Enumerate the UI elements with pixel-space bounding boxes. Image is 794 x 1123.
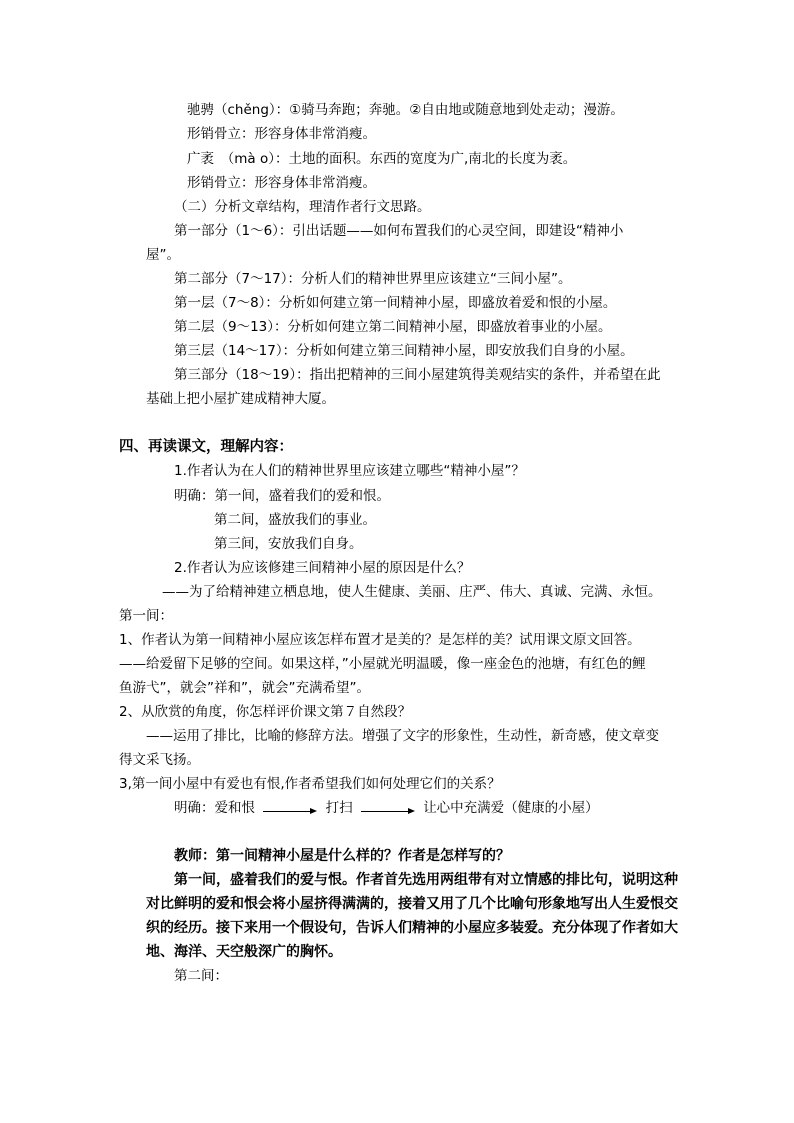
section4-heading: 四、再读课文，理解内容：: [119, 438, 293, 455]
sub-answer-1-line2: 鱼游弋”，就会”祥和”，就会”充满希望”。: [119, 680, 370, 696]
sub-question-3: 3,第一间小屋中有爱也有恨,作者希望我们如何处理它们的关系？: [119, 776, 501, 792]
sub-question-2: 2、从欣赏的角度，你怎样评价课文第７自然段？: [119, 704, 412, 720]
sub-answer-1-line1: ——给爱留下足够的空间。如果这样，”小屋就光明温暖，像一座金色的池塘，有红色的鲤: [119, 656, 646, 672]
vocab-chengchi: 驰骋（chěng）：①骑马奔跑；奔驰。②自由地或随意地到处走动；漫游。: [187, 102, 624, 118]
arrow-right-icon: [263, 803, 317, 813]
answer-1-line2: 第二间，盛放我们的事业。: [214, 512, 376, 528]
teacher-para-line1: 第一间，盛着我们的爱与恨。作者首先选用两组带有对立情感的排比句，说明这种: [174, 872, 678, 888]
teacher-para-line2: 对比鲜明的爱和恨会将小屋挤得满满的，接着又用了几个比喻句形象地写出人生爱恨交: [146, 896, 678, 912]
vocab-xingxiaoguli-2: 形销骨立：形容身体非常消瘦。: [187, 175, 376, 191]
question-1: 1.作者认为在人们的精神世界里应该建立哪些“精神小屋”？: [174, 463, 525, 479]
sub-answer-2-line1: ——运用了排比，比喻的修辞方法。增强了文字的形象性，生动性，新奇感，使文章变: [146, 728, 659, 744]
structure-layer3: 第三层（14～17）：分析如何建立第三间精神小屋，即安放我们自身的小屋。: [174, 343, 634, 359]
structure-part2: 第二部分（7～17）：分析人们的精神世界里应该建立“三间小屋”。: [174, 271, 572, 287]
arrow-right-icon: [361, 803, 415, 813]
teacher-question: 教师：第一间精神小屋是什么样的？作者是怎样写的？: [174, 848, 510, 864]
structure-part3-line2: 基础上把小屋扩建成精神大厦。: [146, 391, 335, 407]
sub-answer-2-line2: 得文采飞扬。: [119, 752, 200, 768]
question-2: 2.作者认为应该修建三间精神小屋的原因是什么？: [174, 560, 471, 576]
answer-1-line1: 明确：第一间，盛着我们的爱和恨。: [174, 488, 390, 504]
teacher-para-line3: 织的经历。接下来用一个假设句，告诉人们精神的小屋应多装爱。充分体现了作者如大: [146, 920, 678, 936]
structure-layer2: 第二层（9～13）：分析如何建立第二间精神小屋，即盛放着事业的小屋。: [174, 319, 612, 335]
structure-part3-line1: 第三部分（18～19）：指出把精神的三间小屋建筑得美观结实的条件，并希望在此: [174, 367, 661, 383]
flow-step-1: 打扫: [325, 800, 353, 816]
flow-prefix: 明确：爱和恨: [174, 800, 255, 816]
structure-part1-line1: 第一部分（1～6）：引出话题——如何布置我们的心灵空间，即建设“精神小: [174, 223, 624, 239]
flow-step-2: 让心中充满爱（健康的小屋）: [423, 800, 599, 816]
vocab-xingxiaoguli: 形销骨立：形容身体非常消瘦。: [187, 126, 376, 142]
structure-heading: （二）分析文章结构，理清作者行文思路。: [174, 199, 431, 215]
sub-question-1: 1、作者认为第一间精神小屋应该怎样布置才是美的？是怎样的美？试用课文原文回答。: [119, 632, 641, 648]
structure-part1-line2: 屋”。: [146, 247, 180, 263]
answer-1-line3: 第三间，安放我们自身。: [214, 536, 363, 552]
vocab-guangmao: 广袤 （mà o）：土地的面积。东西的宽度为广,南北的长度为袤。: [187, 151, 577, 167]
flow-answer: [174, 799, 599, 817]
answer-2: ——为了给精神建立栖息地，使人生健康、美丽、庄严、伟大、真诚、完满、永恒。: [162, 584, 662, 600]
first-room-label: 第一间：: [119, 608, 173, 624]
teacher-para-line4: 地、海洋、天空般深广的胸怀。: [146, 944, 342, 960]
second-room-label: 第二间：: [174, 968, 228, 984]
structure-layer1: 第一层（7～8）：分析如何建立第一间精神小屋，即盛放着爱和恨的小屋。: [174, 295, 617, 311]
